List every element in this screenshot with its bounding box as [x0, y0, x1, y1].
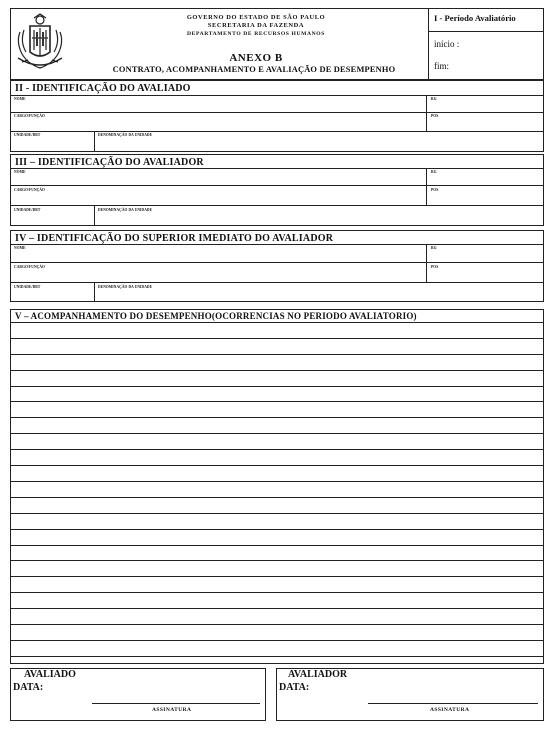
- col-rule: [94, 282, 95, 302]
- field-label-position: CARGO/FUNÇÃO: [14, 265, 45, 269]
- supervisor-rg-field[interactable]: [428, 250, 542, 261]
- period-end-label: fim:: [434, 61, 449, 71]
- field-label-pos: POS: [431, 265, 439, 269]
- evaluated-unit-name-field[interactable]: [96, 137, 542, 151]
- field-label-position: CARGO/FUNÇÃO: [14, 114, 45, 118]
- section-supervisor-title: IV – IDENTIFICAÇÃO DO SUPERIOR IMEDIATO DO AVALIADOR: [15, 233, 334, 244]
- field-label-position: CARGO/FUNÇÃO: [14, 188, 45, 192]
- supervisor-pos-field[interactable]: [428, 269, 542, 281]
- supervisor-unit-field[interactable]: [12, 289, 92, 301]
- signature-evaluator-line: [368, 703, 538, 704]
- signature-evaluated-title: AVALIADO: [24, 669, 76, 680]
- col-rule: [94, 205, 95, 226]
- field-label-pos: POS: [431, 188, 439, 192]
- period-start-field[interactable]: [462, 38, 540, 52]
- section-evaluated-title-rule: [10, 95, 544, 96]
- evaluated-pos-field[interactable]: [428, 118, 542, 130]
- signature-evaluated-date-label: DATA:: [13, 682, 44, 693]
- evaluated-rg-field[interactable]: [428, 101, 542, 111]
- field-label-unit-name: DENOMINAÇÃO DA UNIDADE: [98, 208, 153, 212]
- supervisor-name-field[interactable]: [12, 250, 424, 261]
- period-start-label: início :: [434, 39, 460, 49]
- supervisor-position-field[interactable]: [12, 269, 424, 281]
- evaluated-name-field[interactable]: [12, 101, 424, 111]
- coat-of-arms-emblem: [14, 12, 66, 70]
- section-evaluated-title: II - IDENTIFICAÇÃO DO AVALIADO: [15, 83, 191, 94]
- period-title-divider: [428, 31, 544, 32]
- header-divider: [428, 8, 429, 80]
- evaluator-unit-field[interactable]: [12, 212, 92, 225]
- header-secretariat: SECRETARIA DA FAZENDA: [207, 22, 305, 29]
- col-rule: [94, 131, 95, 152]
- row-rule: [10, 112, 544, 113]
- row-rule: [10, 185, 544, 186]
- signature-evaluated-field[interactable]: [92, 690, 260, 703]
- section-performance-title-main: V – ACOMPANHAMENTO DO DESEMPENHO: [15, 311, 212, 321]
- field-label-rg: RG: [431, 97, 437, 101]
- field-label-pos: POS: [431, 114, 439, 118]
- col-rule: [426, 244, 427, 282]
- section-evaluator-title-rule: [10, 168, 544, 169]
- field-label-unit: UNIDADE/DRT: [14, 285, 41, 289]
- field-label-unit: UNIDADE/DRT: [14, 208, 41, 212]
- signature-evaluated-line: [92, 703, 260, 704]
- section-supervisor-title-rule: [10, 244, 544, 245]
- signature-evaluated-caption: ASSINATURA: [152, 707, 192, 713]
- evaluator-rg-field[interactable]: [428, 174, 542, 184]
- row-rule: [10, 131, 544, 132]
- evaluated-position-field[interactable]: [12, 118, 424, 130]
- annex-title: ANEXO B: [229, 52, 283, 64]
- field-label-rg: RG: [431, 170, 437, 174]
- field-label-unit-name: DENOMINAÇÃO DA UNIDADE: [98, 133, 153, 137]
- supervisor-unit-name-field[interactable]: [96, 289, 542, 301]
- field-label-rg: RG: [431, 246, 437, 250]
- header-department: DEPARTAMENTO DE RECURSOS HUMANOS: [187, 31, 325, 37]
- field-label-name: NOME: [14, 170, 26, 174]
- section-performance-title: [15, 311, 417, 321]
- period-end-field[interactable]: [456, 60, 540, 74]
- evaluator-position-field[interactable]: [12, 192, 424, 204]
- row-rule: [10, 262, 544, 263]
- row-rule: [10, 205, 544, 206]
- signature-evaluator-date-label: DATA:: [279, 682, 310, 693]
- field-label-name: NOME: [14, 246, 26, 250]
- form-subtitle: CONTRATO, ACOMPANHAMENTO E AVALIAÇÃO DE DESEMPENHO: [112, 65, 396, 74]
- section-evaluator-title: III – IDENTIFICAÇÃO DO AVALIADOR: [15, 157, 204, 168]
- header-government: GOVERNO DO ESTADO DE SÃO PAULO: [186, 14, 326, 21]
- period-title: I - Período Avaliatório: [434, 13, 516, 23]
- field-label-unit: UNIDADE/DRT: [14, 133, 41, 137]
- field-label-name: NOME: [14, 97, 26, 101]
- signature-evaluator-title: AVALIADOR: [288, 669, 348, 680]
- evaluator-unit-name-field[interactable]: [96, 212, 542, 225]
- field-label-unit-name: DENOMINAÇÃO DA UNIDADE: [98, 285, 153, 289]
- row-rule: [10, 282, 544, 283]
- col-rule: [426, 95, 427, 131]
- section-performance-title-sub: (OCORRENCIAS NO PERIODO AVALIATORIO): [211, 311, 417, 321]
- signature-evaluator-caption: ASSINATURA: [430, 707, 470, 713]
- col-rule: [426, 168, 427, 205]
- evaluator-pos-field[interactable]: [428, 192, 542, 204]
- evaluated-unit-field[interactable]: [12, 137, 92, 151]
- signature-evaluator-field[interactable]: [368, 690, 538, 703]
- performance-notes-area[interactable]: [12, 322, 542, 662]
- evaluator-name-field[interactable]: [12, 174, 424, 184]
